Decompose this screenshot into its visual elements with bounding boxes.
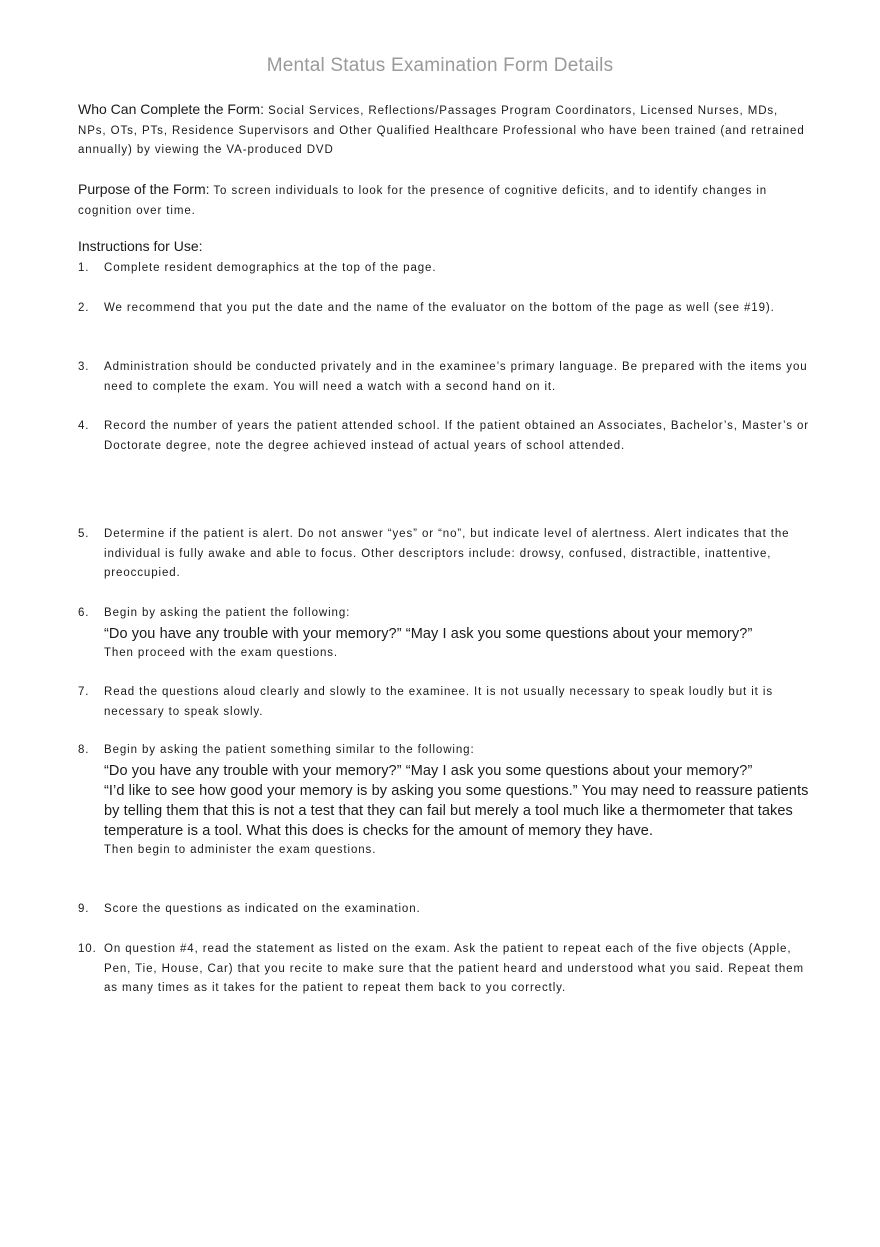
- item-number: 7.: [78, 686, 90, 698]
- item-intro: Begin by asking the patient the following:: [104, 607, 351, 619]
- who-can-complete-text: Social Services, Reflections/Passages Program Coordinators, Licensed Nurses, MDs, NPs, OTs, PTs, Residence Supervisors and Other Qualified Healthcare Professional who have been trained (and retrained annually) by viewing the VA-produced DVD: [78, 105, 805, 156]
- item-number: 9.: [78, 903, 90, 915]
- item-text: Administration should be conducted privately and in the examinee’s primary language. Be prepared with the items you need to complete the exam. You will need a watch with a second hand on it.: [104, 361, 808, 393]
- item-number: 1.: [78, 262, 90, 274]
- item-text: On question #4, read the statement as listed on the exam. Ask the patient to repeat each of the five objects (Apple, Pen, Tie, House, Car) that you recite to make sure that the patient heard and understood what you said. Repeat them as many times as it takes for the patient to repeat them back to you correctly.: [104, 943, 804, 994]
- purpose-text: To screen individuals to look for the presence of cognitive deficits, and to identify changes in cognition over time.: [78, 185, 768, 217]
- instruction-item-6: [78, 604, 810, 663]
- item-intro: Begin by asking the patient something similar to the following:: [104, 744, 475, 756]
- item-number: 5.: [78, 528, 90, 540]
- item-quote: “Do you have any trouble with your memory?” “May I ask you some questions about your memory?”: [104, 762, 753, 779]
- item-number: 10.: [78, 943, 97, 955]
- instruction-item-5: [78, 525, 810, 584]
- item-number: 6.: [78, 607, 90, 619]
- instruction-item-4: [78, 417, 810, 456]
- item-quote-continued: “I’d like to see how good your memory is by asking you some questions.” You may need to reassure patients by telling them that this is not a test that they can fail but merely a tool much like a thermometer that takes temperature is a tool. What this does is checks for the amount of memory they have.: [104, 782, 809, 839]
- instruction-item-1: [78, 259, 810, 279]
- item-outro: Then proceed with the exam questions.: [104, 646, 339, 659]
- item-number: 8.: [78, 744, 90, 756]
- item-outro: Then begin to administer the exam questions.: [104, 843, 377, 856]
- purpose-heading: Purpose of the Form:: [78, 181, 210, 197]
- item-text: Read the questions aloud clearly and slowly to the examinee. It is not usually necessary to speak loudly but it is necessary to speak slowly.: [104, 686, 773, 718]
- item-text: Complete resident demographics at the top of the page.: [104, 262, 437, 274]
- instruction-item-2: [78, 299, 810, 319]
- item-number: 4.: [78, 420, 90, 432]
- item-number: 2.: [78, 302, 90, 314]
- item-text: Determine if the patient is alert. Do not answer “yes” or “no”, but indicate level of alertness. Alert indicates that the individual is fully awake and able to focus. Other descriptors include: drowsy, confused, distractible, inattentive, preoccupied.: [104, 528, 790, 579]
- instruction-item-8: [78, 741, 810, 860]
- instruction-item-3: [78, 358, 810, 397]
- who-can-complete-heading: Who Can Complete the Form:: [78, 101, 264, 117]
- instructions-heading: Instructions for Use:: [78, 238, 203, 254]
- instruction-item-10: [78, 940, 810, 999]
- item-number: 3.: [78, 361, 90, 373]
- instruction-item-7: [78, 683, 810, 722]
- purpose-section: [78, 180, 808, 221]
- item-quote: “Do you have any trouble with your memory?” “May I ask you some questions about your memory?”: [104, 625, 753, 642]
- item-text: We recommend that you put the date and the name of the evaluator on the bottom of the page as well (see #19).: [104, 302, 775, 314]
- item-text: Score the questions as indicated on the examination.: [104, 903, 421, 915]
- item-text: Record the number of years the patient attended school. If the patient obtained an Associates, Bachelor’s, Master’s or Doctorate degree, note the degree achieved instead of actual years of school attended.: [104, 420, 809, 452]
- instruction-item-9: [78, 900, 810, 920]
- page-title: Mental Status Examination Form Details: [266, 55, 614, 76]
- who-can-complete-section: [78, 100, 808, 161]
